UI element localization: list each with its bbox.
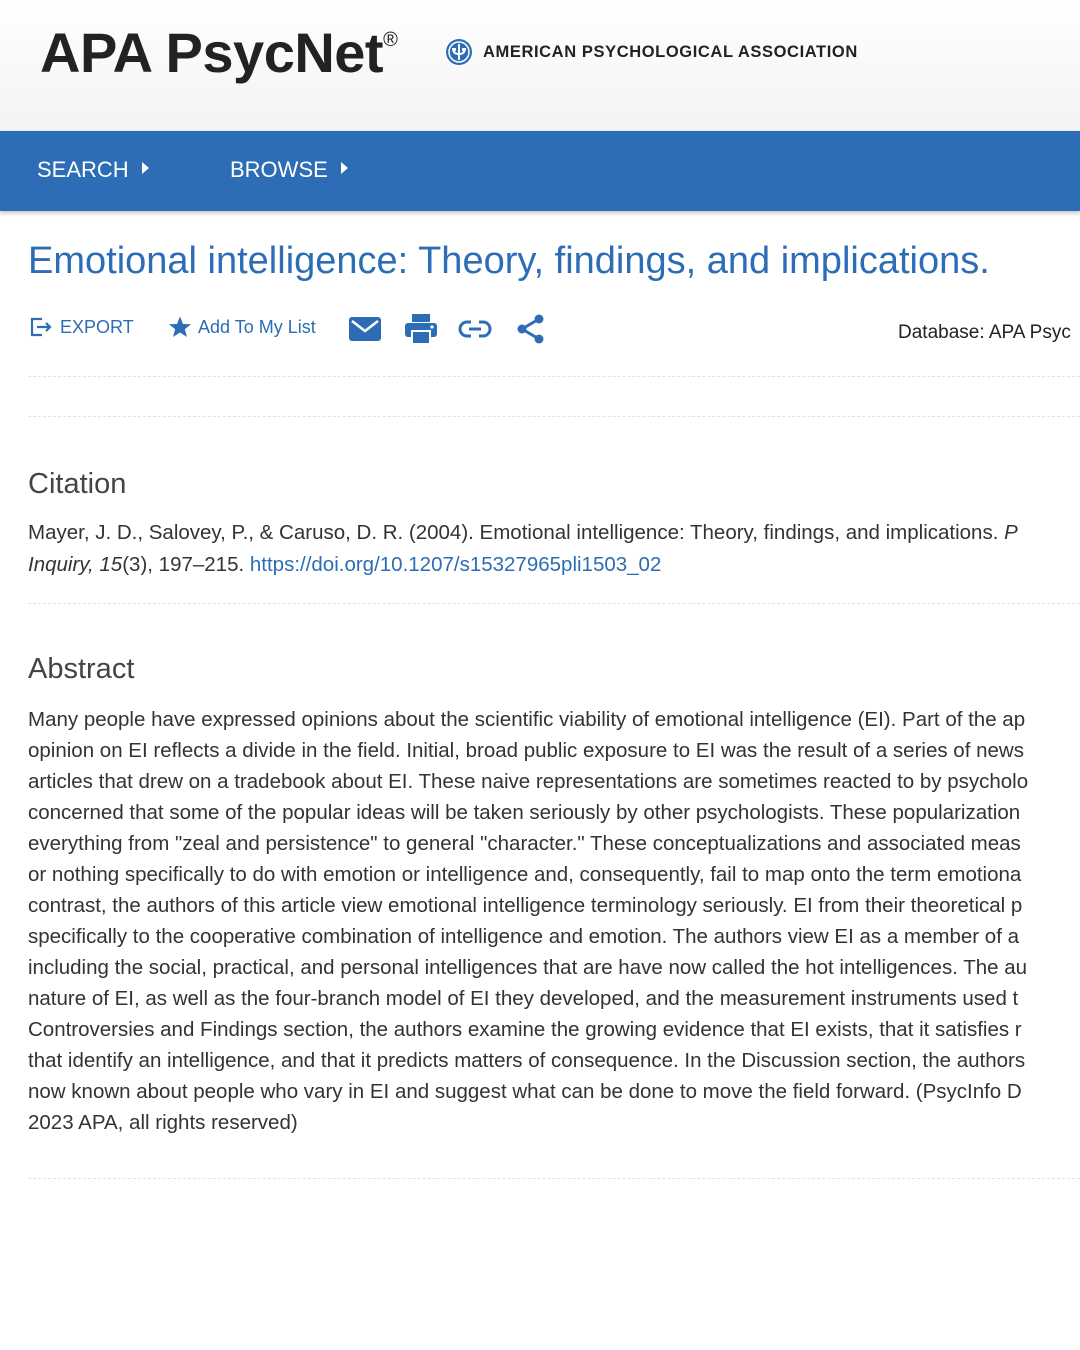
email-button[interactable]: [348, 315, 382, 343]
caret-right-icon: [341, 162, 348, 174]
page-title: Emotional intelligence: Theory, findings, and implications.: [28, 240, 990, 282]
divider: [28, 603, 1080, 604]
abstract-line: now known about people who vary in EI and suggest what can be done to move the field forward. (PsycInfo D: [28, 1080, 1022, 1103]
share-icon: [515, 313, 547, 345]
abstract-line: or nothing specifically to do with emotion or intelligence and, consequently, fail to map onto the term emotiona: [28, 863, 1022, 886]
add-to-list-label: Add To My List: [198, 316, 316, 337]
abstract-line: nature of EI, as well as the four-branch model of EI they developed, and the measurement instruments used t: [28, 987, 1019, 1010]
site-header: [0, 0, 1080, 131]
citation-line: [28, 517, 1080, 549]
abstract-line: everything from "zeal and persistence" to general "character." These conceptualizations and associated meas: [28, 832, 1021, 855]
nav-browse[interactable]: [230, 157, 348, 183]
main-nav: [0, 131, 1080, 211]
export-button[interactable]: [28, 315, 134, 339]
citation-volume: 15: [99, 553, 123, 576]
share-button[interactable]: [515, 313, 547, 345]
nav-browse-label: BROWSE: [230, 157, 328, 182]
apa-seal-icon: [445, 38, 473, 66]
nav-search[interactable]: [37, 157, 149, 183]
abstract-line: 2023 APA, all rights reserved): [28, 1111, 298, 1134]
org-name: AMERICAN PSYCHOLOGICAL ASSOCIATION: [483, 42, 858, 61]
print-icon: [404, 313, 438, 345]
apa-psycnet-logo[interactable]: [40, 20, 397, 85]
abstract-text: [28, 704, 1080, 1138]
email-icon: [348, 315, 382, 343]
abstract-line: concerned that some of the popular ideas will be taken seriously by other psychologists. These popularization: [28, 801, 1021, 824]
add-to-list-button[interactable]: [168, 315, 316, 339]
divider: [28, 416, 1080, 417]
citation-text: [28, 517, 1080, 581]
abstract-line: opinion on EI reflects a divide in the field. Initial, broad public exposure to EI was the result of a series of news: [28, 739, 1024, 762]
link-icon: [458, 316, 492, 342]
export-icon: [28, 315, 54, 339]
abstract-line: that identify an intelligence, and that it predicts matters of consequence. In the Discussion section, the authors: [28, 1049, 1026, 1072]
nav-search-label: SEARCH: [37, 157, 129, 182]
citation-issue-pages: (3), 197–215.: [122, 553, 250, 576]
citation-heading: Citation: [28, 468, 127, 500]
registered-mark: ®: [383, 29, 398, 52]
abstract-line: Many people have expressed opinions about the scientific viability of emotional intelligence (EI). Part of the ap: [28, 708, 1026, 731]
citation-journal: P: [1004, 521, 1018, 544]
citation-authors: Mayer, J. D., Salovey, P., & Caruso, D. R. (2004). Emotional intelligence: Theory, findings, and implications.: [28, 521, 1005, 544]
abstract-line: contrast, the authors of this article view emotional intelligence terminology seriously. EI from their theoretical p: [28, 894, 1023, 917]
export-label: EXPORT: [60, 316, 134, 337]
record-toolbar: [28, 310, 1080, 350]
permalink-button[interactable]: [458, 316, 492, 342]
citation-journal-cont: Inquiry,: [28, 553, 100, 576]
doi-link[interactable]: https://doi.org/10.1207/s15327965pli1503_02: [249, 553, 662, 576]
abstract-heading: Abstract: [28, 653, 135, 685]
print-button[interactable]: [404, 313, 438, 345]
star-icon: [168, 315, 192, 339]
apa-org-logo[interactable]: [445, 38, 858, 66]
citation-line: [28, 549, 1080, 581]
abstract-line: Controversies and Findings section, the authors examine the growing evidence that EI exists, that it satisfies r: [28, 1018, 1022, 1041]
abstract-line: including the social, practical, and personal intelligences that are have now called the hot intelligences. The au: [28, 956, 1028, 979]
database-label: Database: APA Psyc: [898, 322, 1071, 343]
logo-text: APA PsycNet: [40, 21, 384, 84]
caret-right-icon: [142, 162, 149, 174]
divider: [28, 1178, 1080, 1179]
abstract-line: articles that drew on a tradebook about EI. These naive representations are sometimes reacted to by psycholo: [28, 770, 1029, 793]
abstract-line: specifically to the cooperative combination of intelligence and emotion. The authors view EI as a member of a: [28, 925, 1019, 948]
divider: [28, 376, 1080, 377]
